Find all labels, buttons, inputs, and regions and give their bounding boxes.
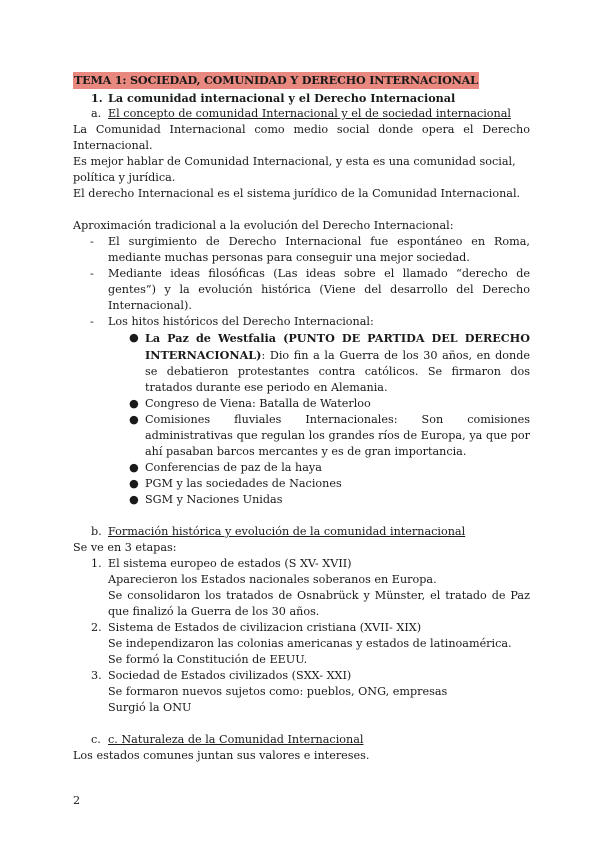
bullet-text: Conferencias de paz de la haya <box>145 461 322 474</box>
westfalia-text: : Dio fin a la Guerra de los 30 años, en donde se debatieron protestantes contra católicos. Se firmaron dos tratados durante ese periodo en Alemania. <box>145 349 530 394</box>
stage-line: Se formaron nuevos sujetos como: pueblos, ONG, empresas <box>108 685 448 698</box>
bullet-dot-icon: ● <box>129 331 139 344</box>
subsection-c-heading <box>73 732 530 748</box>
list-item-text: Los hitos históricos del Derecho Internacional: <box>108 315 374 328</box>
list-item <box>73 234 530 266</box>
bullet-dot-icon: ● <box>129 493 139 506</box>
stages-intro: Se ve en 3 etapas: <box>73 541 177 554</box>
paragraph: Los estados comunes juntan sus valores e intereses. <box>73 749 370 762</box>
stage-number: 2. <box>91 621 102 634</box>
bullet-item <box>73 476 530 492</box>
stage-item <box>73 620 530 668</box>
bullet-item-westfalia <box>73 330 530 396</box>
bullet-item <box>73 396 530 412</box>
bullet-item <box>73 460 530 476</box>
stage-title: Sistema de Estados de civilizacion cristiana (XVII- XIX) <box>108 621 422 634</box>
bullet-dot-icon: ● <box>129 477 139 490</box>
subsection-a-title: El concepto de comunidad Internacional y el de sociedad internacional <box>108 107 511 120</box>
document-page <box>73 72 530 764</box>
paragraph: El derecho Internacional es el sistema jurídico de la Comunidad Internacional. <box>73 187 521 200</box>
subsection-a-heading <box>73 106 530 122</box>
stage-line: Se consolidaron los tratados de Osnabrück y Münster, el tratado de Paz que finalizó la Guerra de los 30 años. <box>108 589 530 618</box>
subsection-b-title: Formación histórica y evolución de la comunidad internacional <box>108 525 466 538</box>
stage-line: Se independizaron las colonias americanas y estados de latinoamérica. <box>108 637 512 650</box>
document-title: TEMA 1: SOCIEDAD, COMUNIDAD Y DERECHO INTERNACIONAL <box>74 73 478 87</box>
subsection-c-title: c. Naturaleza de la Comunidad Internacional <box>108 733 364 746</box>
subsection-b-letter: b. <box>91 525 102 538</box>
bullet-dot-icon: ● <box>129 461 139 474</box>
stage-number: 3. <box>91 669 102 682</box>
dash-marker: - <box>90 235 94 248</box>
stage-number: 1. <box>91 557 102 570</box>
title-row <box>73 72 530 90</box>
dash-marker: - <box>90 315 94 328</box>
paragraph: Es mejor hablar de Comunidad Internacional, y esta es una comunidad social, política y jurídica. <box>73 155 516 184</box>
bullet-text: Congreso de Viena: Batalla de Waterloo <box>145 397 371 410</box>
westfalia-bold: La Paz de Westfalia (PUNTO DE PARTIDA DEL DERECHO INTERNACIONAL) <box>145 331 530 362</box>
stage-title: El sistema europeo de estados (S XV- XVII) <box>108 557 352 570</box>
subsection-c-letter: c. <box>91 733 101 746</box>
subsection-a-letter: a. <box>91 107 102 120</box>
list-item-text: El surgimiento de Derecho Internacional fue espontáneo en Roma, mediante muchas personas para conseguir una mejor sociedad. <box>108 235 530 264</box>
bullet-dot-icon: ● <box>129 397 139 410</box>
section-1-number: 1. <box>91 91 103 105</box>
subsection-b-heading <box>73 524 530 540</box>
stage-item <box>73 668 530 716</box>
dash-marker: - <box>90 267 94 280</box>
stage-title: Sociedad de Estados civilizados (SXX- XXI) <box>108 669 352 682</box>
bullet-item <box>73 412 530 460</box>
stage-line: Aparecieron los Estados nacionales soberanos en Europa. <box>108 573 437 586</box>
bullet-item <box>73 492 530 508</box>
stage-item <box>73 556 530 620</box>
bullet-text: Comisiones fluviales Internacionales: Son comisiones administrativas que regulan los grandes ríos de Europa, ya que por ahí pasaban barcos mercantes y es de gran importancia. <box>145 413 530 458</box>
page-number: 2 <box>73 794 81 807</box>
stage-line: Se formó la Constitución de EEUU. <box>108 653 308 666</box>
paragraph: La Comunidad Internacional como medio social donde opera el Derecho Internacional. <box>73 123 530 152</box>
approximation-intro: Aproximación tradicional a la evolución del Derecho Internacional: <box>73 219 454 232</box>
bullet-text: PGM y las sociedades de Naciones <box>145 477 342 490</box>
stage-line: Surgió la ONU <box>108 701 192 714</box>
bullet-dot-icon: ● <box>129 413 139 426</box>
bullet-text: SGM y Naciones Unidas <box>145 493 283 506</box>
section-1-heading <box>73 90 530 106</box>
list-item <box>73 314 530 330</box>
list-item <box>73 266 530 314</box>
list-item-text: Mediante ideas filosóficas (Las ideas sobre el llamado “derecho de gentes”) y la evolución histórica (Viene del desarrollo del Derecho Internacional). <box>108 267 530 312</box>
section-1-title: La comunidad internacional y el Derecho Internacional <box>108 91 456 105</box>
